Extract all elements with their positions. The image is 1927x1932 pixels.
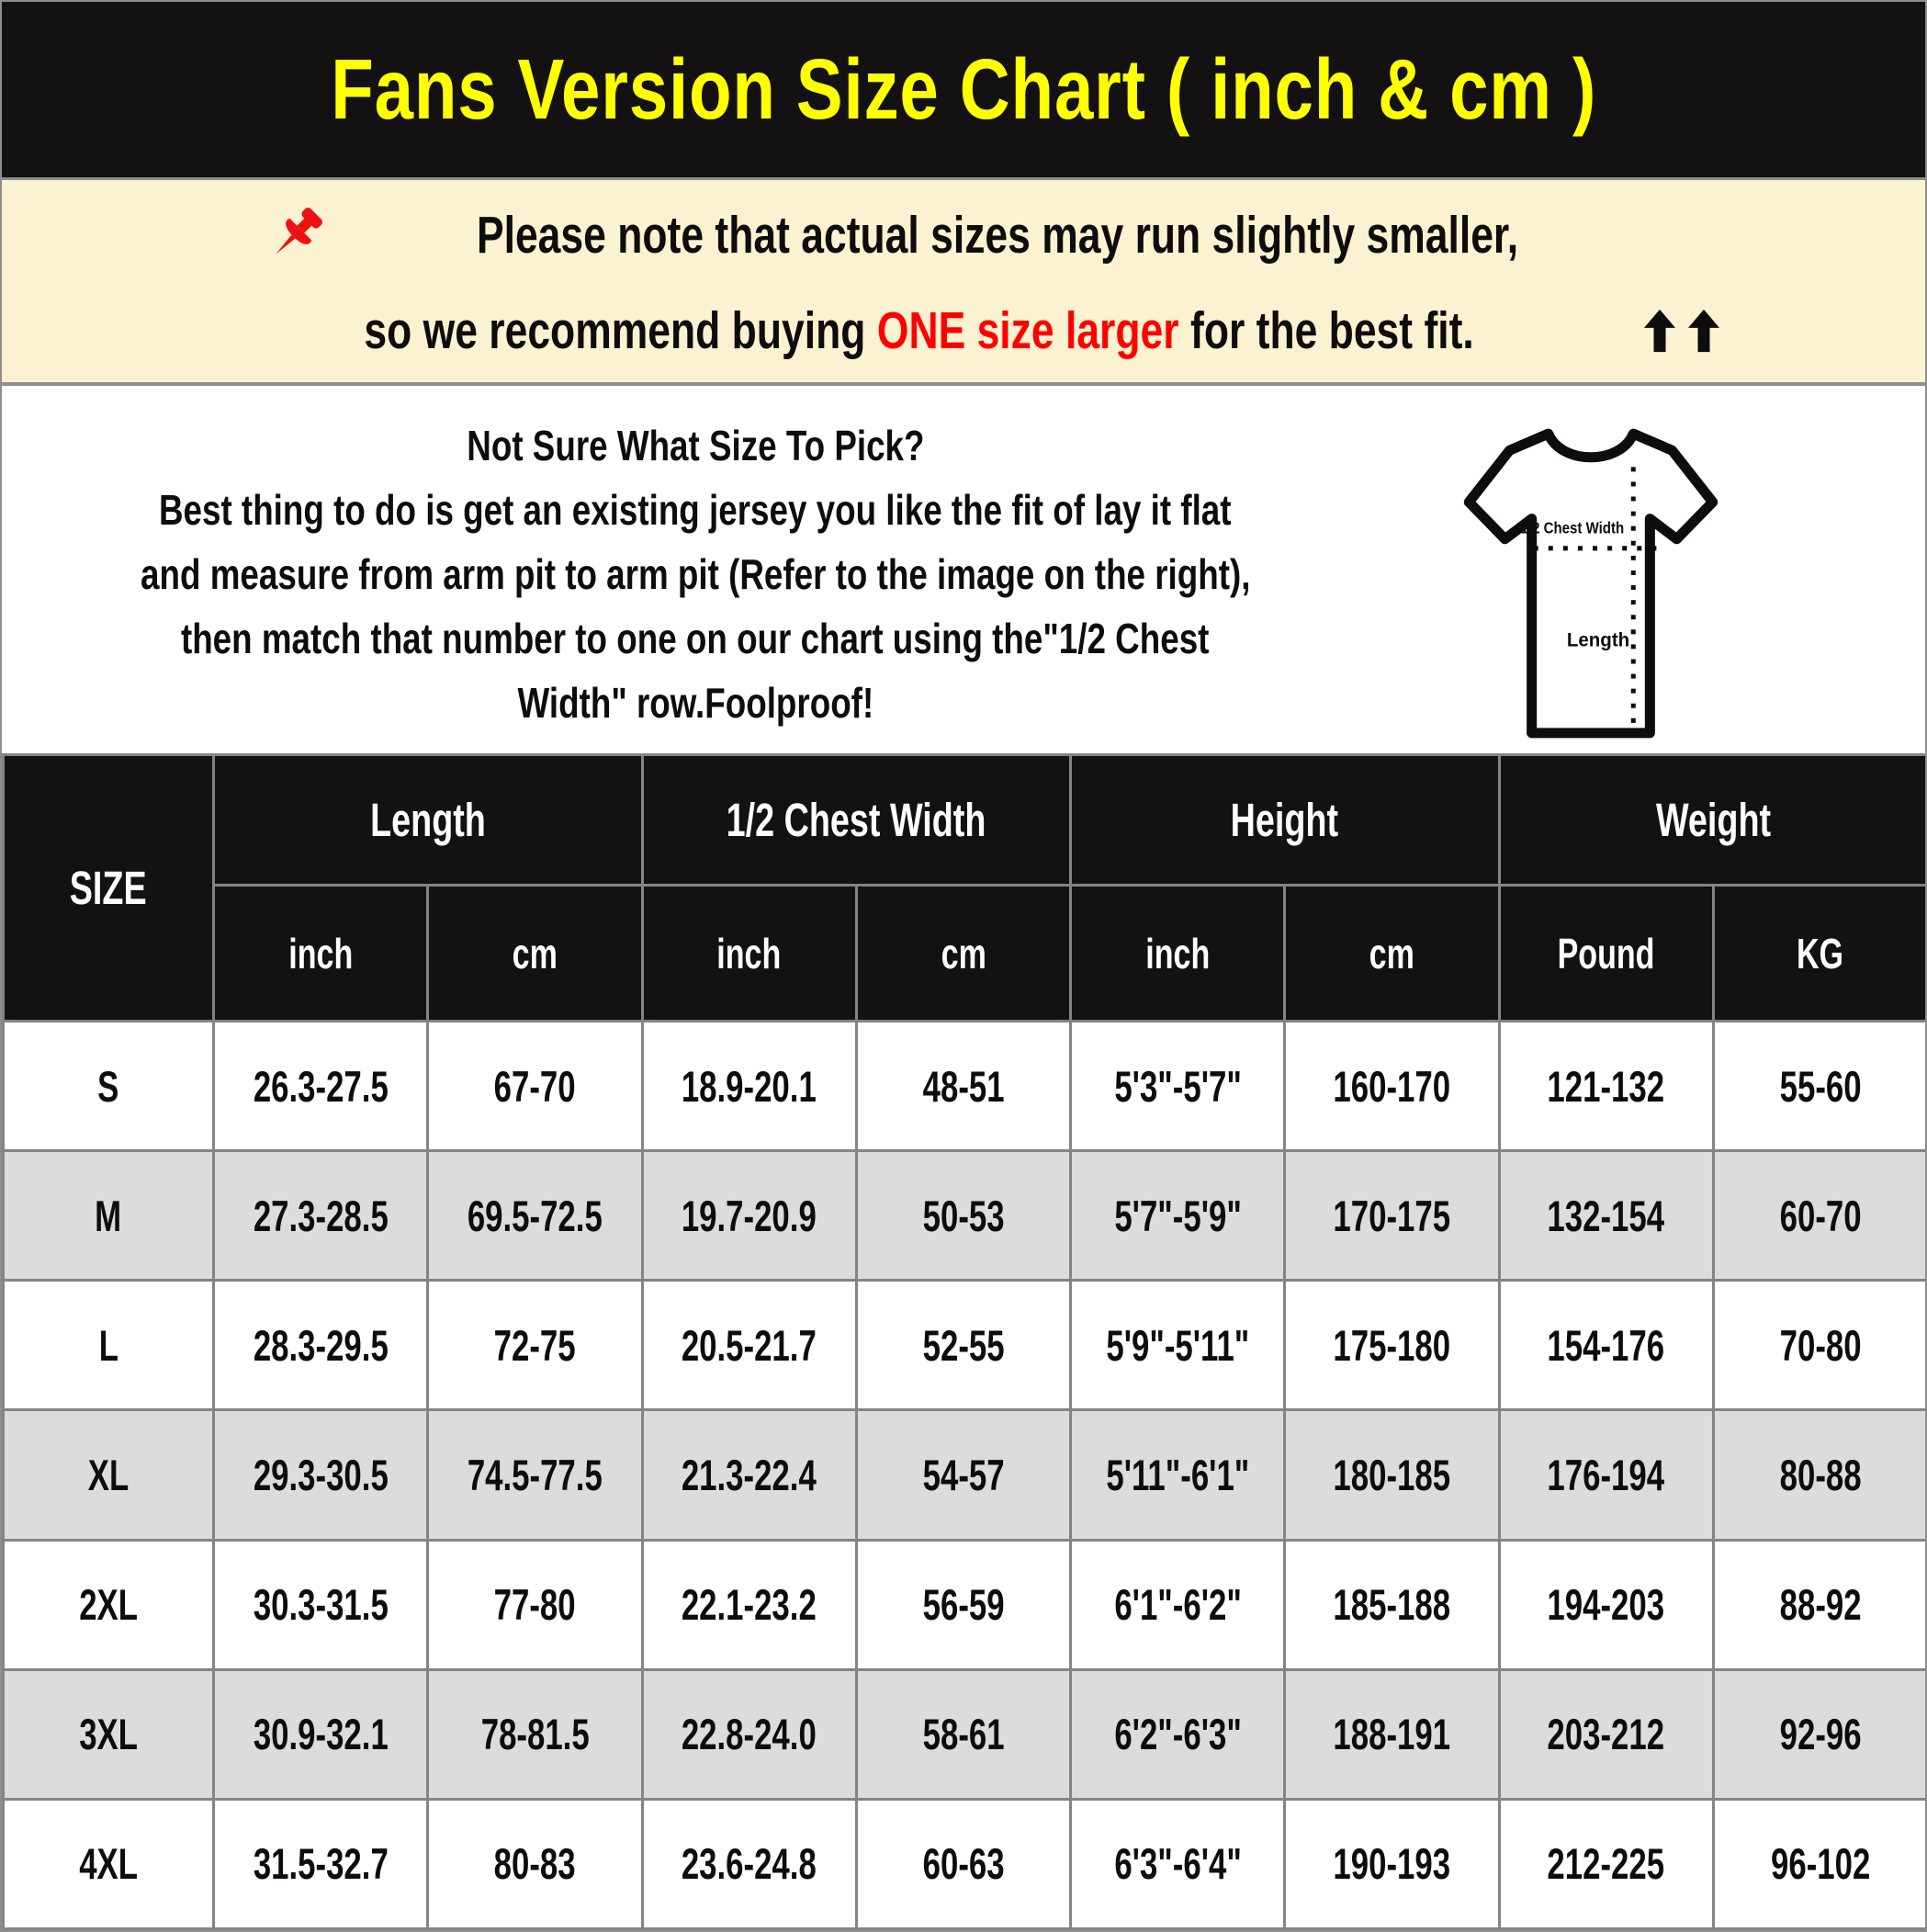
value-cell: 67-70 [428, 1022, 642, 1151]
value-cell: 56-59 [856, 1540, 1070, 1669]
chest-width-label: 1/2 Chest Width [1520, 519, 1625, 537]
note-text-1: Please note that actual sizes may run slightly smaller, [476, 205, 1519, 265]
column-group-weight: Weight [1499, 755, 1927, 886]
value-cell: 88-92 [1713, 1540, 1927, 1669]
size-cell: 3XL [4, 1669, 214, 1799]
value-cell: 28.3-29.5 [214, 1281, 428, 1410]
value-cell: 6'2"-6'3" [1071, 1669, 1285, 1799]
value-cell: 60-70 [1713, 1151, 1927, 1281]
value-cell: 74.5-77.5 [428, 1410, 642, 1540]
note-line-2 [208, 300, 1719, 361]
tshirt-measurement-diagram [1446, 410, 1736, 751]
value-cell: 54-57 [856, 1410, 1070, 1540]
value-cell: 185-188 [1285, 1540, 1499, 1669]
value-cell: 96-102 [1713, 1799, 1927, 1928]
value-cell: 160-170 [1285, 1022, 1499, 1151]
value-cell: 18.9-20.1 [642, 1022, 856, 1151]
up-arrow-icon [1644, 308, 1675, 354]
value-cell: 19.7-20.9 [642, 1151, 856, 1281]
table-row [4, 1022, 1927, 1151]
value-cell: 30.9-32.1 [214, 1669, 428, 1799]
instructions-text [2, 413, 1389, 735]
value-cell: 58-61 [856, 1669, 1070, 1799]
value-cell: 190-193 [1285, 1799, 1499, 1928]
value-cell: 6'1"-6'2" [1071, 1540, 1285, 1669]
value-cell: 60-63 [856, 1799, 1070, 1928]
instructions-line: Best thing to do is get an existing jersey you like the fit of lay it flat [159, 486, 1232, 534]
value-cell: 176-194 [1499, 1410, 1713, 1540]
value-cell: 212-225 [1499, 1799, 1713, 1928]
unit-header: cm [856, 886, 1070, 1022]
note-text-2-pre: so we recommend buying [364, 300, 866, 360]
value-cell: 170-175 [1285, 1151, 1499, 1281]
table-row [4, 1410, 1927, 1540]
value-cell: 5'11"-6'1" [1071, 1410, 1285, 1540]
unit-header: cm [1285, 886, 1499, 1022]
table-row [4, 1799, 1927, 1928]
value-cell: 69.5-72.5 [428, 1151, 642, 1281]
unit-header: KG [1713, 886, 1927, 1022]
value-cell: 26.3-27.5 [214, 1022, 428, 1151]
size-cell: M [4, 1151, 214, 1281]
unit-header: inch [214, 886, 428, 1022]
value-cell: 175-180 [1285, 1281, 1499, 1410]
instructions-line: Width" row.Foolproof! [517, 679, 873, 727]
table-row [4, 1281, 1927, 1410]
instructions-line: and measure from arm pit to arm pit (Refer to the image on the right), [141, 550, 1251, 598]
value-cell: 72-75 [428, 1281, 642, 1410]
size-cell: L [4, 1281, 214, 1410]
value-cell: 55-60 [1713, 1022, 1927, 1151]
unit-header: cm [428, 886, 642, 1022]
value-cell: 30.3-31.5 [214, 1540, 428, 1669]
value-cell: 132-154 [1499, 1151, 1713, 1281]
value-cell: 27.3-28.5 [214, 1151, 428, 1281]
note-text-highlight: ONE size larger [877, 300, 1179, 360]
table-row [4, 1151, 1927, 1281]
size-cell: 4XL [4, 1799, 214, 1928]
page-title: Fans Version Size Chart ( inch & cm ) [331, 41, 1596, 137]
value-cell: 92-96 [1713, 1669, 1927, 1799]
value-cell: 5'3"-5'7" [1071, 1022, 1285, 1151]
size-cell: S [4, 1022, 214, 1151]
instructions-section [2, 386, 1925, 753]
value-cell: 203-212 [1499, 1669, 1713, 1799]
unit-header: Pound [1499, 886, 1713, 1022]
value-cell: 21.3-22.4 [642, 1410, 856, 1540]
value-cell: 22.8-24.0 [642, 1669, 856, 1799]
value-cell: 29.3-30.5 [214, 1410, 428, 1540]
value-cell: 22.1-23.2 [642, 1540, 856, 1669]
length-label: Length [1566, 629, 1630, 651]
table-row [4, 1540, 1927, 1669]
column-group-length: Length [214, 755, 643, 886]
unit-header: inch [1071, 886, 1285, 1022]
size-cell: 2XL [4, 1540, 214, 1669]
column-group-height: Height [1071, 755, 1500, 886]
value-cell: 180-185 [1285, 1410, 1499, 1540]
column-group-chest-width: 1/2 Chest Width [642, 755, 1071, 886]
value-cell: 188-191 [1285, 1669, 1499, 1799]
value-cell: 154-176 [1499, 1281, 1713, 1410]
value-cell: 50-53 [856, 1151, 1070, 1281]
up-arrow-icon [1688, 308, 1719, 354]
title-bar [2, 2, 1925, 177]
size-table-body [4, 1022, 1927, 1929]
value-cell: 52-55 [856, 1281, 1070, 1410]
value-cell: 20.5-21.7 [642, 1281, 856, 1410]
value-cell: 48-51 [856, 1022, 1070, 1151]
value-cell: 5'7"-5'9" [1071, 1151, 1285, 1281]
size-table-header [4, 755, 1927, 1022]
column-header-size: SIZE [4, 755, 214, 1022]
value-cell: 194-203 [1499, 1540, 1713, 1669]
value-cell: 31.5-32.7 [214, 1799, 428, 1928]
instructions-line: then match that number to one on our chart using the"1/2 Chest [181, 615, 1210, 662]
note-banner [2, 177, 1925, 386]
tshirt-icon [1446, 410, 1736, 751]
value-cell: 80-83 [428, 1799, 642, 1928]
note-line-1 [262, 202, 1665, 268]
value-cell: 78-81.5 [428, 1669, 642, 1799]
table-row [4, 1669, 1927, 1799]
value-cell: 6'3"-6'4" [1071, 1799, 1285, 1928]
value-cell: 121-132 [1499, 1022, 1713, 1151]
instructions-heading: Not Sure What Size To Pick? [466, 422, 925, 469]
size-cell: XL [4, 1410, 214, 1540]
value-cell: 77-80 [428, 1540, 642, 1669]
note-text-2-post: for the best fit. [1190, 300, 1475, 360]
value-cell: 80-88 [1713, 1410, 1927, 1540]
value-cell: 70-80 [1713, 1281, 1927, 1410]
size-table [2, 753, 1927, 1930]
value-cell: 5'9"-5'11" [1071, 1281, 1285, 1410]
value-cell: 23.6-24.8 [642, 1799, 856, 1928]
pushpin-icon [262, 202, 328, 268]
unit-header: inch [642, 886, 856, 1022]
